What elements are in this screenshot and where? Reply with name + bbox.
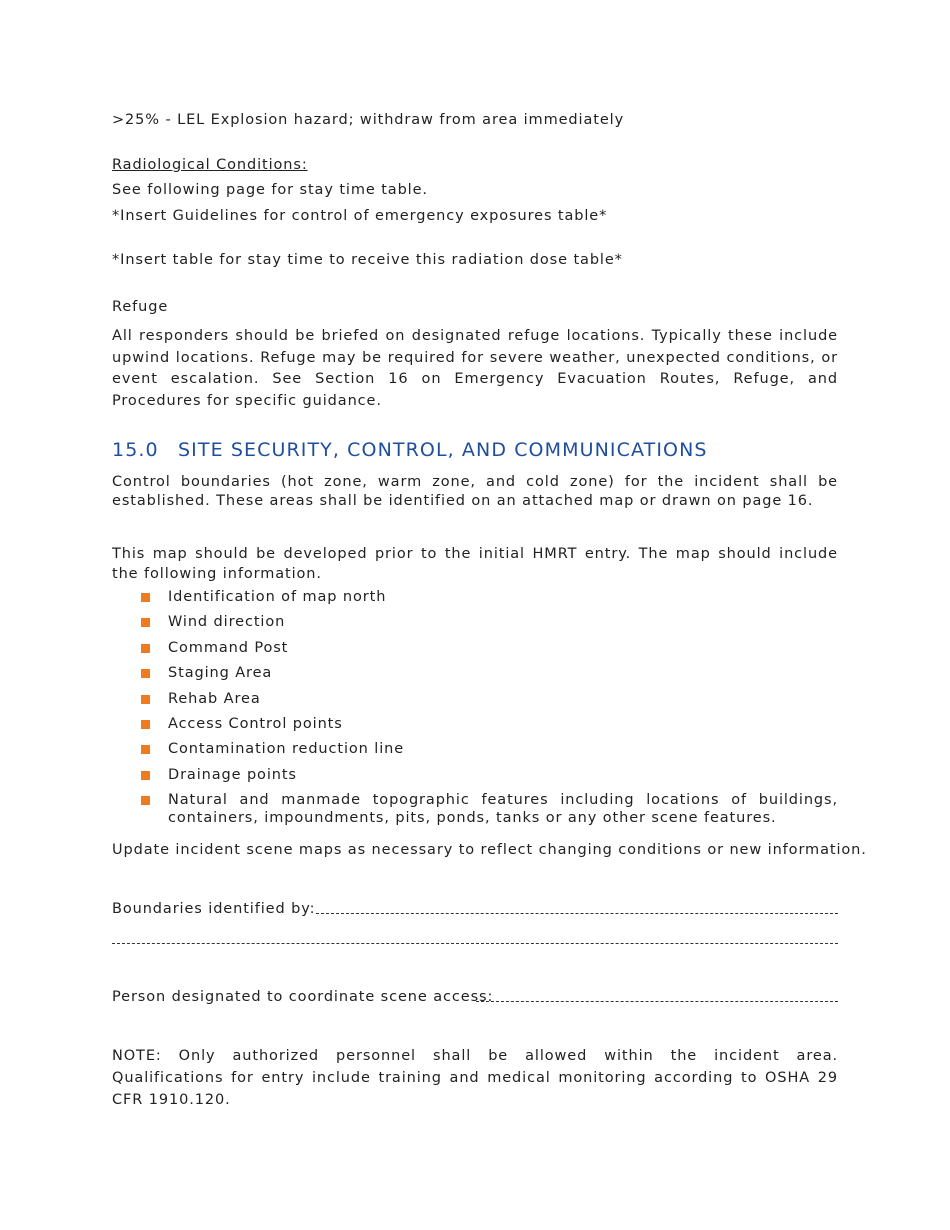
orange-square-bullet-icon <box>141 618 150 627</box>
orange-square-bullet-icon <box>141 796 150 805</box>
list-item: Contamination reduction line <box>140 740 838 758</box>
boundaries-identified-field[interactable] <box>316 913 838 914</box>
person-designated-label: Person designated to coordinate scene access: <box>112 989 494 1005</box>
map-instructions-paragraph: This map should be developed prior to the initial HMRT entry. The map should include the following information. <box>112 546 838 582</box>
list-item: Command Post <box>140 639 838 657</box>
orange-square-bullet-icon <box>141 695 150 704</box>
list-item: Rehab Area <box>140 690 838 708</box>
orange-square-bullet-icon <box>141 644 150 653</box>
map-requirements-list <box>140 588 838 835</box>
radiological-dose-table-placeholder: *Insert table for stay time to receive this radiation dose table* <box>112 252 623 268</box>
orange-square-bullet-icon <box>141 720 150 729</box>
orange-square-bullet-icon <box>141 669 150 678</box>
radiological-heading: Radiological Conditions: <box>112 157 308 173</box>
boundaries-identified-field-line-2[interactable] <box>112 943 838 944</box>
list-item: Identification of map north <box>140 588 838 606</box>
list-item: Drainage points <box>140 766 838 784</box>
list-item: Wind direction <box>140 613 838 631</box>
radiological-stay-time-note: See following page for stay time table. <box>112 182 428 198</box>
person-designated-field[interactable] <box>476 1001 838 1002</box>
list-item: Natural and manmade topographic features including locations of buildings, containers, impoundments, pits, ponds, tanks or any other scene features. <box>140 791 838 827</box>
orange-square-bullet-icon <box>141 593 150 602</box>
lel-hazard-line: >25% - LEL Explosion hazard; withdraw from area immediately <box>112 112 625 128</box>
control-boundaries-paragraph: Control boundaries (hot zone, warm zone, and cold zone) for the incident shall be established. These areas shall be identified on an attached map or drawn on page 16. <box>112 474 838 509</box>
orange-square-bullet-icon <box>141 771 150 780</box>
section-heading <box>112 439 708 461</box>
refuge-heading: Refuge <box>112 299 169 315</box>
update-maps-note: Update incident scene maps as necessary to reflect changing conditions or new information. <box>112 842 867 858</box>
authorized-personnel-note: NOTE: Only authorized personnel shall be allowed within the incident area. Qualifications for entry include training and medical monitoring according to OSHA 29 CFR 1910.120. <box>112 1048 838 1108</box>
section-number: 15.0 <box>112 439 159 461</box>
refuge-body: All responders should be briefed on designated refuge locations. Typically these include upwind locations. Refuge may be required for severe weather, unexpected conditions, or event escalation. See Section 16 on Emergency Evacuation Routes, Refuge, and Procedures for specific guidance. <box>112 328 838 409</box>
orange-square-bullet-icon <box>141 745 150 754</box>
radiological-guidelines-placeholder: *Insert Guidelines for control of emergency exposures table* <box>112 208 608 224</box>
list-item: Staging Area <box>140 664 838 682</box>
boundaries-identified-label: Boundaries identified by: <box>112 901 316 917</box>
list-item: Access Control points <box>140 715 838 733</box>
section-title: SITE SECURITY, CONTROL, AND COMMUNICATIONS <box>178 439 708 461</box>
